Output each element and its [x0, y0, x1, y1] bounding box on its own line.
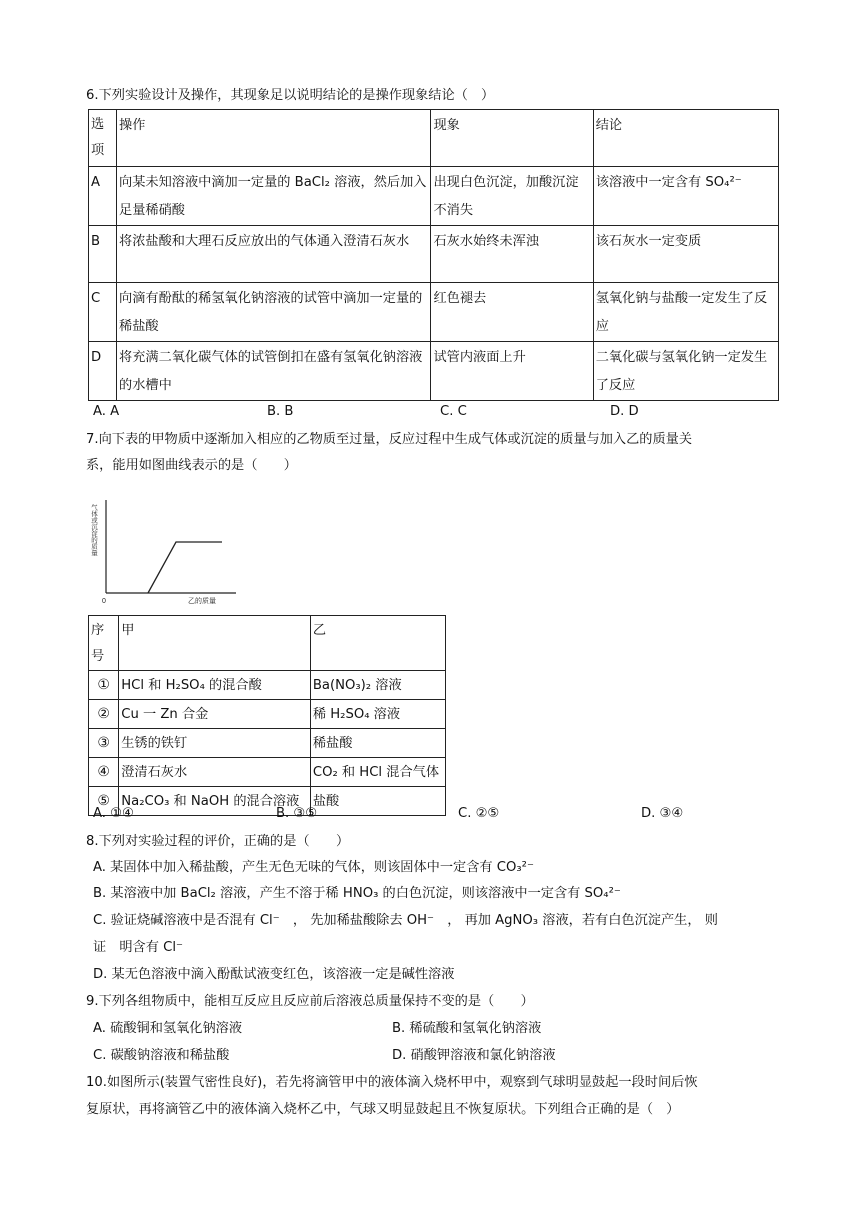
q6-option-d[interactable]: D. D [610, 404, 639, 419]
table-cell: D [89, 342, 117, 401]
q8-option-b[interactable]: B. 某溶液中加 BaCl₂ 溶液，产生不溶于稀 HNO₃ 的白色沉淀，则该溶液中一定含有 SO₄²⁻ [93, 886, 621, 901]
table-row [89, 758, 446, 787]
table-cell: A [89, 167, 117, 226]
graph-origin-label: 0 [102, 598, 106, 605]
q7-option-c[interactable]: C. ②⑤ [458, 806, 500, 821]
row-number: ① [97, 677, 110, 693]
q7-graph [86, 490, 246, 610]
row-number: ③ [97, 735, 110, 751]
table-cell: 向某未知溶液中滴加一定量的 BaCl₂ 溶液，然后加入足量稀硝酸 [117, 167, 431, 226]
table-cell: 将充满二氧化碳气体的试管倒扣在盛有氢氧化钠溶液的水槽中 [117, 342, 431, 401]
q7-stem-line1: 7.向下表的甲物质中逐渐加入相应的乙物质至过量，反应过程中生成气体或沉淀的质量与加入乙的质量关 [86, 432, 693, 447]
table-row [89, 700, 446, 729]
table-cell: 稀 H₂SO₄ 溶液 [310, 700, 445, 729]
table-cell: Ba(NO₃)₂ 溶液 [310, 671, 445, 700]
table-cell: 氢氧化钠与盐酸一定发生了反应 [593, 283, 778, 342]
header-cell: 甲 [119, 616, 311, 671]
graph-y-label: 气体或沉淀的质量 [90, 504, 98, 556]
table-cell: 红色褪去 [431, 283, 593, 342]
q6-stem: 6.下列实验设计及操作，其现象足以说明结论的是操作现象结论（ ） [86, 88, 495, 103]
table-cell: 该石灰水一定变质 [593, 226, 778, 283]
graph-curve [148, 542, 222, 593]
table-cell: 二氧化碳与氢氧化钠一定发生了反应 [593, 342, 778, 401]
table-cell: HCl 和 H₂SO₄ 的混合酸 [119, 671, 311, 700]
q7-table [88, 615, 446, 816]
table-cell: Cu 一 Zn 合金 [119, 700, 311, 729]
q10-stem-line2: 复原状，再将滴管乙中的液体滴入烧杯乙中，气球又明显鼓起且不恢复原状。下列组合正确的是（ ） [86, 1102, 680, 1117]
header-cell: 结论 [593, 110, 778, 167]
header-cell: 序号 [89, 616, 119, 671]
q9-option-a[interactable]: A. 硫酸铜和氢氧化钠溶液 [93, 1021, 243, 1036]
row-number: ② [97, 706, 110, 722]
q6-table [88, 109, 779, 401]
q9-option-d[interactable]: D. 硝酸钾溶液和氯化钠溶液 [392, 1048, 556, 1063]
q10-stem-line1: 10.如图所示(装置气密性良好)，若先将滴管甲中的液体滴入烧杯甲中，观察到气球明显鼓起一段时间后恢 [86, 1075, 698, 1090]
header-cell: 选项 [89, 110, 117, 167]
q6-option-a[interactable]: A. A [93, 404, 120, 419]
table-cell: 石灰水始终未浑浊 [431, 226, 593, 283]
table-cell: CO₂ 和 HCl 混合气体 [310, 758, 445, 787]
q9-option-b[interactable]: B. 稀硫酸和氢氧化钠溶液 [392, 1021, 542, 1036]
q7-option-a[interactable]: A. ①④ [93, 806, 134, 821]
table-cell: Na₂CO₃ 和 NaOH 的混合溶液 [119, 787, 311, 816]
table-row [89, 787, 446, 816]
q8-option-c-line1[interactable]: C. 验证烧碱溶液中是否混有 Cl⁻ ， 先加稀盐酸除去 OH⁻ ， 再加 AgNO₃ 溶液，若有白色沉淀产生， 则 [93, 913, 718, 928]
table-row [89, 729, 446, 758]
graph-axes [106, 500, 236, 593]
table-row [89, 167, 779, 226]
row-number: ④ [97, 764, 110, 780]
table-row [89, 616, 446, 671]
table-cell: B [89, 226, 117, 283]
table-cell: 将浓盐酸和大理石反应放出的气体通入澄清石灰水 [117, 226, 431, 283]
table-cell: C [89, 283, 117, 342]
table-cell [89, 729, 119, 758]
q8-option-c-line2[interactable]: 证 明含有 Cl⁻ [93, 940, 183, 955]
table-cell: 该溶液中一定含有 SO₄²⁻ [593, 167, 778, 226]
table-row [89, 283, 779, 342]
table-cell: 向滴有酚酞的稀氢氧化钠溶液的试管中滴加一定量的稀盐酸 [117, 283, 431, 342]
header-cell: 乙 [310, 616, 445, 671]
q6-option-b[interactable]: B. B [267, 404, 294, 419]
header-cell: 现象 [431, 110, 593, 167]
table-row [89, 226, 779, 283]
table-cell: 澄清石灰水 [119, 758, 311, 787]
row-number: ⑤ [97, 793, 110, 809]
q8-option-d[interactable]: D. 某无色溶液中滴入酚酞试液变红色，该溶液一定是碱性溶液 [93, 967, 455, 982]
q7-option-b[interactable]: B. ③⑤ [276, 806, 318, 821]
table-cell: 试管内液面上升 [431, 342, 593, 401]
graph-x-label: 乙的质量 [188, 597, 216, 605]
table-cell: 出现白色沉淀，加酸沉淀不消失 [431, 167, 593, 226]
table-cell: 生锈的铁钉 [119, 729, 311, 758]
table-row [89, 671, 446, 700]
q9-option-c[interactable]: C. 碳酸钠溶液和稀盐酸 [93, 1048, 230, 1063]
table-cell [89, 700, 119, 729]
table-cell [89, 671, 119, 700]
table-cell [89, 758, 119, 787]
table-cell: 稀盐酸 [310, 729, 445, 758]
q8-option-a[interactable]: A. 某固体中加入稀盐酸，产生无色无味的气体，则该固体中一定含有 CO₃²⁻ [93, 860, 534, 875]
q7-stem-line2: 系，能用如图曲线表示的是（ ） [86, 458, 297, 473]
q6-option-c[interactable]: C. C [440, 404, 467, 419]
q9-stem: 9.下列各组物质中，能相互反应且反应前后溶液总质量保持不变的是（ ） [86, 994, 534, 1009]
table-row [89, 342, 779, 401]
header-cell: 操作 [117, 110, 431, 167]
q7-option-d[interactable]: D. ③④ [641, 806, 684, 821]
q8-stem: 8.下列对实验过程的评价，正确的是（ ） [86, 834, 350, 849]
table-cell: 盐酸 [310, 787, 445, 816]
table-row [89, 110, 779, 167]
